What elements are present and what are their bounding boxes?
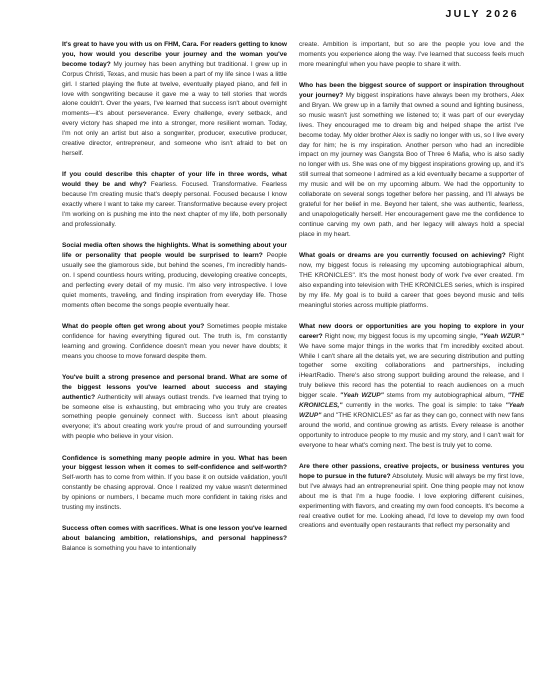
qa-block [62,241,287,310]
qa-block [299,81,524,240]
answer-text: stems from my autobiographical album, [383,392,508,400]
answer: Self-worth has to come from within. If you base it on outside validation, you'll constantly be chasing approval. Once I realized my value wasn't determined by opinions or numbers, I became much more confident in taking risks and trusting my instincts. [62,474,287,512]
left-column [62,40,287,566]
qa-block [62,40,287,159]
qa-block [299,462,524,531]
qa-block [62,454,287,513]
answer: My journey has been anything but traditional. I grew up in Corpus Christi, Texas, and music has been a part of my life since I was a little girl. I started playing the flute at twelve, eventually played piano, and fell in love with songwriting because it gave me a way to tell stories that words alone couldn't. Over the years, I've learned that success isn't about overnight moments—it's about perseverance. Every challenge, every setback, and every victory has shaped me into a stronger, more resilient woman. Today, I'm not only an artist but also a songwriter, producer, executive producer, creative director, entrepreneur, and someone who isn't afraid to bet on herself. [62,60,287,157]
answer: Right now, my biggest focus is releasing my upcoming autobiographical album, THE KRONICLES". It's the most honest body of work I've ever created. I'm also expanding into television with THE KRONICLES series, which is inspired by my life. My goal is to build a career that goes beyond music and tells meaningful stories across multiple platforms. [299,252,524,309]
answer: Absolutely. Music will always be my first love, but I've always had an entrepreneurial spirit. One thing people may not know about me is that I'm a huge foodie. I love exploring different cuisines, experimenting with flavors, and creating my own food concepts. It's become a real creative outlet for me. Looking ahead, I'd love to develop my own food creations and eventually open restaurants that reflect my personality and [299,472,524,530]
question: Success often comes with sacrifices. What is one lesson you've learned about balancing ambition, relationships, and personal happiness? [62,525,287,543]
album-title: "THE KRONICLES," [299,392,524,410]
answer: Balance is something you have to intentionally [62,545,197,553]
answer: Sometimes people mistake confidence for having everything figured out. The truth is, I'm constantly learning and growing. Confidence doesn't mean you never have doubts; it means you choose to move forward despite them. [62,322,287,360]
answer-text: currently in the works. The goal is simple: to take [342,402,506,410]
song-title: "Yeah WZUP" [340,392,384,400]
answer [299,333,524,449]
answer: Fearless. Focused. Transformative. Fearless because I'm creating music that's deeply personal. Focused because I know exactly where I want to take my career. Transformative because every project I'm working on is pushing me into the next chapter of my life, both personally and professionally. [62,181,288,228]
answer-text: and "THE KRONICLES" as far as they can go, connect with new fans around the world, and continue growing as artists. Every release is another opportunity to introduce people to my music and my story, and I can't wait for everyone to hear what's coming next. The best is truly yet to come. [299,411,524,449]
qa-block [299,251,524,310]
question: Social media often shows the highlights. What is something about your life or personality that people would be surprised to learn? [62,242,287,259]
qa-block-continued [299,40,524,70]
question: What do people often get wrong about you? [62,322,205,330]
answer: People usually see the glamorous side, but behind the scenes, I'm incredibly hands-on. I spend countless hours writing, producing, developing creative concepts, and perfecting every detail of my music. I'm also very introspective. I love quiet moments, traveling, and finding inspiration from everyday life. Those moments often become the songs people eventually hear. [62,252,287,309]
question: Confidence is something many people admire in you. What has been your biggest lesson when it comes to self-confidence and self-worth? [62,454,287,472]
song-title: "Yeah WZUP." [479,332,525,340]
qa-block [299,322,524,451]
qa-block [62,373,287,442]
answer: My biggest inspirations have always been my brothers, Alex and Bryan. We grew up in a family that owned a sound and lighting business, so music wasn't just something we listened to; it was part of our everyday lives. They encouraged me to dream big and helped shape the artist I've become today. My older brother Alex is sadly no longer with us, so I live every day for him; he is my inspiration. Another person who had an incredible impact on my journey was Gangsta Boo of Three 6 Mafia, who is also sadly no longer with us. She was one of my biggest inspirations growing up, and it's still surreal that someone I admired as a kid eventually became a supporter of my music and will be on my upcoming album. We had the opportunity to collaborate on several songs together before her passing, and I'll always be grateful for her belief in me. Beyond her talent, she was authentic, fearless, and unapologetically herself. Her encouragement gave me the confidence to continue carving my own path, and her legacy will always hold a special place in my heart. [299,92,524,238]
answer-text: Right now, my biggest focus is my upcoming single, [324,332,480,340]
question: If you could describe this chapter of your life in three words, what would they be and why? [62,171,287,189]
question: You've built a strong presence and personal brand. What are some of the biggest lessons you've learned about success and staying authentic? [62,373,287,401]
question: Are there other passions, creative projects, or business ventures you hope to pursue in the future? [299,463,524,480]
question: What new doors or opportunities are you hoping to explore in your career? [299,322,524,340]
article-body [62,40,524,566]
qa-block [62,170,287,229]
answer: create. Ambition is important, but so are the people you love and the moments you experience along the way. I've learned that success feels much more meaningful when you have people to share it with. [299,41,524,68]
question: It's great to have you with us on FHM, Cara. For readers getting to know you, how would you describe your journey and the woman you've become today? [62,41,287,68]
answer-text: We have some major things in the works that I'm incredibly excited about. While I can't share all the details yet, we are securing distribution and putting together some exciting collaborations and partnerships, including iHeartRadio. There's also strong support building around the release, and I truly believe this record has the potential to reach audiences on a much bigger scale. [299,342,524,400]
question: What goals or dreams are you currently focused on achieving? [299,252,506,259]
qa-block [62,322,287,362]
qa-block [62,524,287,554]
right-column [299,40,524,566]
question: Who has been the biggest source of support or inspiration throughout your journey? [299,82,524,100]
answer: Authenticity will always outlast trends. I've learned that trying to be someone else is exhausting, but embracing who you truly are creates something people genuinely connect with. Success isn't about pleasing everyone; it's about creating work you're proud of and surrounding yourself with people who believe in your vision. [62,393,287,441]
issue-date: JULY 2026 [445,8,519,20]
song-title: "Yeah WZUP" [299,402,524,419]
